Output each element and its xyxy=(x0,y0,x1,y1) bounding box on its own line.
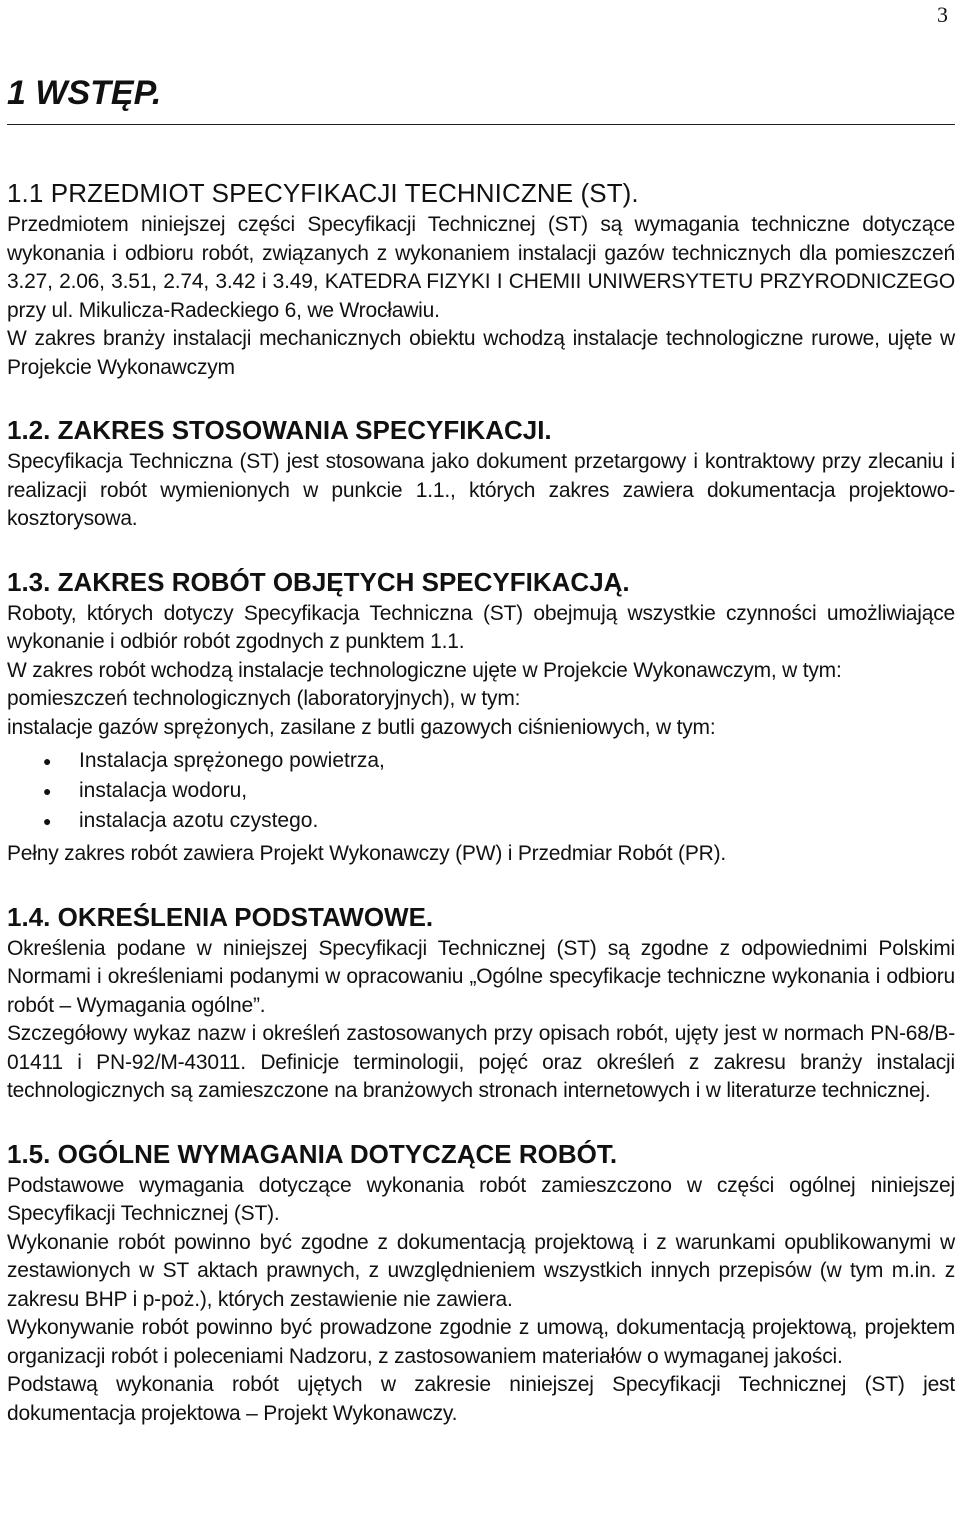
section-title-1-4: 1.4. OKREŚLENIA PODSTAWOWE. xyxy=(7,901,434,932)
section-1-5-paragraph: Wykonywanie robót powinno być prowadzone zgodnie z umową, dokumentacją projektową, projektem organizacji robót i poleceniami Nadzoru, z zastosowaniem materiałów o wymaganej jakości. xyxy=(7,1316,955,1368)
list-item: ● instalacja wodoru, xyxy=(79,776,955,806)
section-title-1-5: 1.5. OGÓLNE WYMAGANIA DOTYCZĄCE ROBÓT. xyxy=(7,1138,618,1169)
section-title-1-1: 1.1 PRZEDMIOT SPECYFIKACJI TECHNICZNE (ST). xyxy=(7,178,639,208)
section-1-3-paragraph: instalacje gazów sprężonych, zasilane z butli gazowych ciśnieniowych, w tym: xyxy=(7,715,716,739)
chapter-divider xyxy=(7,124,955,125)
list-item: ● instalacja azotu czystego. xyxy=(79,806,955,836)
section-1-3-paragraph: Roboty, których dotyczy Specyfikacja Techniczna (ST) obejmują wszystkie czynności umożliwiające wykonanie i odbiór robót zgodnych z punktem 1.1. xyxy=(7,601,955,653)
section-1-5-paragraph: Podstawą wykonania robót ujętych w zakresie niniejszej Specyfikacji Technicznej (ST) jest dokumentacja projektowa – Projekt Wykonawczy. xyxy=(7,1373,955,1425)
section-1-4-paragraph: Szczegółowy wykaz nazw i określeń zastosowanych przy opisach robót, ujęty jest w normach PN-68/B-01411 i PN-92/M-43011. Definicje terminologii, pojęć oraz określeń z zakresu branży instalacji technologicznych są zamieszczone na branżowych stronach internetowych i w literaturze technicznej. xyxy=(7,1022,955,1102)
section-title-1-2: 1.2. ZAKRES STOSOWANIA SPECYFIKACJI. xyxy=(7,415,552,445)
page-number: 3 xyxy=(937,2,948,27)
section-1-1-paragraph: W zakres branży instalacji mechanicznych obiektu wchodzą instalacje technologiczne rurowe, ujęte w Projekcie Wykonawczym xyxy=(7,327,955,379)
list-item: ● Instalacja sprężonego powietrza, xyxy=(79,746,955,776)
section-1-3-paragraph: Pełny zakres robót zawiera Projekt Wykonawczy (PW) i Przedmiar Robót (PR). xyxy=(7,842,727,865)
section-1-5-paragraph: Wykonanie robót powinno być zgodne z dokumentacją projektową i z warunkami opublikowanymi w zestawionych w ST aktach prawnych, z uwzględnieniem wszystkich innych przepisów (w tym m.in. z zakresu BHP i p-poż.), których zestawienie nie zawiera. xyxy=(7,1230,955,1311)
section-1-3-paragraph: W zakres robót wchodzą instalacje technologiczne ujęte w Projekcie Wykonawczym, w tym: xyxy=(7,658,842,682)
gas-installations-list xyxy=(7,746,955,836)
section-1-2-paragraph: Specyfikacja Techniczna (ST) jest stosowana jako dokument przetargowy i kontraktowy przy zlecaniu i realizacji robót wymienionych w punkcie 1.1., których zakres zawiera dokumentacja projektowo-kosztorysowa. xyxy=(7,450,955,530)
section-1-1-paragraph: Przedmiotem niniejszej części Specyfikacji Technicznej (ST) są wymagania techniczne dotyczące wykonania i odbioru robót, związanych z wykonaniem instalacji gazów technicznych dla pomieszczeń 3.27, 2.06, 3.51, 2.74, 3.42 i 3.49, KATEDRA FIZYKI I CHEMII UNIWERSYTETU PRZYRODNICZEGO przy ul. Mikulicza-Radeckiego 6, we Wrocławiu. xyxy=(7,213,955,322)
document-body xyxy=(7,68,955,1428)
section-1-4-paragraph: Określenia podane w niniejszej Specyfikacji Technicznej (ST) są zgodne z odpowiednimi Polskimi Normami i określeniami podanymi w opracowaniu „Ogólne specyfikacje techniczne wykonania i odbioru robót – Wymagania ogólne”. xyxy=(7,936,955,1017)
section-1-5-paragraph: Podstawowe wymagania dotyczące wykonania robót zamieszczono w części ogólnej niniejszej Specyfikacji Technicznej (ST). xyxy=(7,1173,955,1225)
chapter-title: 1 WSTĘP. xyxy=(7,74,162,112)
section-1-3-paragraph: pomieszczeń technologicznych (laboratoryjnych), w tym: xyxy=(7,687,521,710)
section-title-1-3: 1.3. ZAKRES ROBÓT OBJĘTYCH SPECYFIKACJĄ. xyxy=(7,566,630,597)
